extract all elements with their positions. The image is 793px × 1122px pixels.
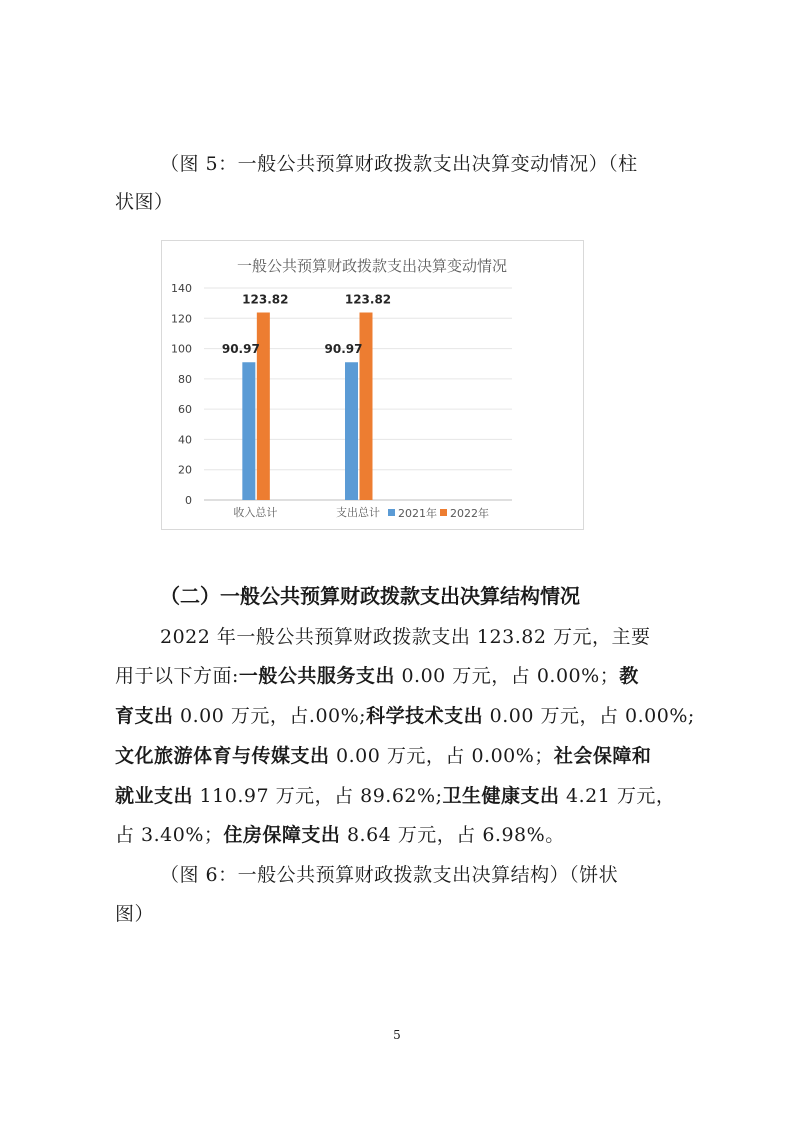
category-housing: 住房保障支出 bbox=[223, 824, 341, 846]
figure6-caption-line2: 图） bbox=[115, 903, 155, 925]
paragraph-line-4 bbox=[115, 744, 651, 768]
category-general-services: 一般公共服务支出 bbox=[238, 665, 395, 687]
y-tick-label: 80 bbox=[178, 372, 192, 386]
paragraph-line-3 bbox=[115, 704, 695, 728]
chart-title: 一般公共预算财政拨款支出决算变动情况 bbox=[236, 257, 508, 275]
legend-label: 2022年 bbox=[450, 507, 489, 520]
category-social-security-part1: 社会保障和 bbox=[553, 745, 652, 767]
text-segment: 占 3.40%； bbox=[115, 824, 224, 846]
y-tick-label: 120 bbox=[171, 312, 192, 326]
page-number: 5 bbox=[393, 1028, 401, 1042]
y-tick-label: 140 bbox=[171, 282, 192, 295]
text-segment: 用于以下方面: bbox=[115, 665, 239, 687]
text-segment: 110.97 万元，占 89.62%; bbox=[193, 785, 443, 807]
figure6-caption-line1: （图 6：一般公共预算财政拨款支出决算结构）（饼状 bbox=[160, 864, 619, 886]
legend-label: 2021年 bbox=[398, 507, 437, 520]
paragraph-line-1: 2022 年一般公共预算财政拨款支出 123.82 万元，主要 bbox=[160, 626, 651, 648]
x-tick-label: 支出总计 bbox=[336, 506, 380, 519]
paragraph-line-2 bbox=[115, 664, 639, 688]
category-science-tech: 科学技术支出 bbox=[366, 705, 484, 727]
figure5-caption-line2: 状图） bbox=[115, 191, 174, 213]
section-heading: （二）一般公共预算财政拨款支出决算结构情况 bbox=[160, 584, 580, 608]
category-culture-sports-media: 文化旅游体育与传媒支出 bbox=[115, 745, 330, 767]
bar bbox=[345, 362, 358, 500]
data-label: 90.97 bbox=[324, 342, 363, 357]
figure5-caption-line1: （图 5：一般公共预算财政拨款支出决算变动情况）（柱 bbox=[160, 153, 638, 175]
text-segment: 0.00 万元，占 0.00%; bbox=[483, 705, 695, 727]
y-tick-label: 60 bbox=[178, 403, 192, 417]
category-health: 卫生健康支出 bbox=[442, 785, 560, 807]
text-segment: 4.21 万元， bbox=[559, 785, 676, 807]
text-segment: 8.64 万元，占 6.98%。 bbox=[340, 824, 565, 846]
text-segment: 0.00 万元，占 0.00%； bbox=[329, 745, 554, 767]
legend-swatch bbox=[440, 509, 447, 516]
bar bbox=[242, 362, 255, 500]
bar-chart bbox=[161, 240, 584, 530]
bar bbox=[257, 313, 270, 500]
data-label: 90.97 bbox=[221, 342, 260, 357]
category-social-security-part2: 就业支出 bbox=[115, 785, 194, 807]
data-label: 123.82 bbox=[242, 292, 289, 307]
y-tick-label: 40 bbox=[178, 433, 192, 447]
y-tick-label: 20 bbox=[178, 463, 192, 477]
legend-swatch bbox=[388, 509, 395, 516]
bar-chart-svg bbox=[162, 241, 583, 529]
category-education-part2: 育支出 bbox=[115, 705, 174, 727]
text-segment: 0.00 万元，占 0.00%； bbox=[394, 665, 620, 687]
y-tick-label: 0 bbox=[185, 494, 192, 507]
y-tick-label: 100 bbox=[171, 342, 192, 356]
bar bbox=[360, 313, 373, 500]
paragraph-line-6 bbox=[115, 823, 565, 847]
category-education-part1: 教 bbox=[619, 665, 639, 687]
text-segment: 0.00 万元，占.00%; bbox=[173, 705, 367, 727]
data-label: 123.82 bbox=[344, 292, 392, 307]
x-tick-label: 收入总计 bbox=[233, 506, 278, 519]
paragraph-line-5 bbox=[115, 784, 675, 808]
